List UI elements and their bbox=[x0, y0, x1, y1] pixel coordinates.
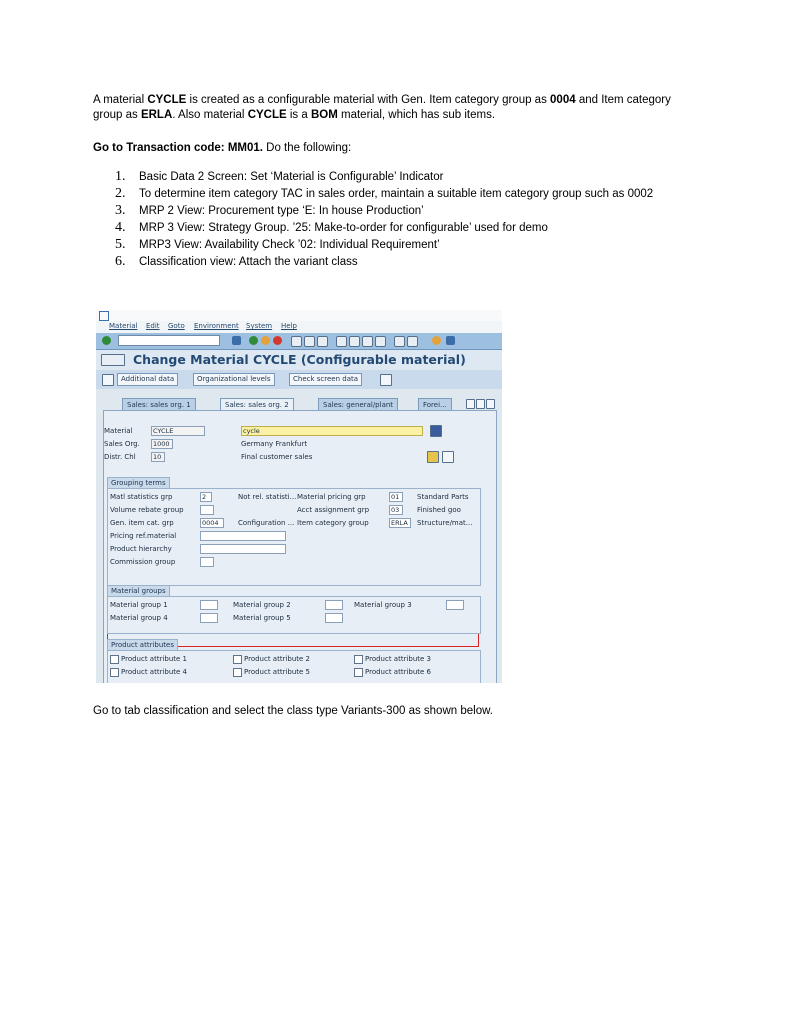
material-group-1-field[interactable] bbox=[200, 600, 218, 610]
back-icon[interactable] bbox=[249, 336, 258, 345]
tab-sales-org-2[interactable]: Sales: sales org. 2 bbox=[220, 398, 294, 411]
material-group-1-label: Material group 1 bbox=[110, 601, 168, 609]
material-label: Material bbox=[104, 427, 133, 435]
tab-foreign-trade[interactable]: Forei... bbox=[418, 398, 452, 411]
shortcut-icon[interactable] bbox=[407, 336, 418, 347]
find-next-icon[interactable] bbox=[317, 336, 328, 347]
commission-group-label: Commission group bbox=[110, 558, 176, 566]
tab-sales-org-1[interactable]: Sales: sales org. 1 bbox=[122, 398, 196, 411]
product-attribute-5-label: Product attribute 5 bbox=[244, 668, 311, 676]
cancel-icon[interactable] bbox=[273, 336, 282, 345]
menu-bar bbox=[96, 321, 502, 333]
prev-page-icon[interactable] bbox=[349, 336, 360, 347]
menu-help[interactable]: Help bbox=[281, 322, 297, 330]
check-screen-data-button[interactable]: Check screen data bbox=[289, 373, 362, 386]
product-attributes-title: Product attributes bbox=[107, 639, 178, 650]
organizational-levels-button[interactable]: Organizational levels bbox=[193, 373, 275, 386]
find-icon[interactable] bbox=[304, 336, 315, 347]
org-data-icon[interactable] bbox=[427, 451, 439, 463]
product-attribute-1-checkbox[interactable] bbox=[110, 655, 119, 664]
save-icon[interactable] bbox=[232, 336, 241, 345]
print-icon[interactable] bbox=[291, 336, 302, 347]
pricing-ref-material-field[interactable] bbox=[200, 531, 286, 541]
command-field[interactable] bbox=[118, 335, 220, 346]
commission-group-field[interactable] bbox=[200, 557, 214, 567]
sales-org-desc: Germany Frankfurt bbox=[241, 440, 308, 448]
material-description-field[interactable]: cycle bbox=[241, 426, 423, 436]
intro-paragraph: A material CYCLE is created as a configurable material with Gen. Item category group as 0004 and Item category group as ERLA. Also material CYCLE is a BOM material, which has sub items. bbox=[93, 94, 671, 121]
document-icon[interactable] bbox=[442, 451, 454, 463]
exit-icon[interactable] bbox=[261, 336, 270, 345]
help-icon[interactable] bbox=[432, 336, 441, 345]
additional-data-button[interactable]: Additional data bbox=[117, 373, 178, 386]
list-item: 5. MRP3 View: Availability Check ’02: Individual Requirement’ bbox=[115, 237, 440, 252]
item-category-group-field[interactable]: ERLA bbox=[389, 518, 411, 528]
material-group-3-label: Material group 3 bbox=[354, 601, 412, 609]
not-rel-statistics-label: Not rel. statisti... bbox=[238, 493, 297, 501]
material-field[interactable]: CYCLE bbox=[151, 426, 205, 436]
distr-chl-label: Distr. Chl bbox=[104, 453, 136, 461]
menu-environment[interactable]: Environment bbox=[194, 322, 239, 330]
material-group-2-label: Material group 2 bbox=[233, 601, 291, 609]
product-hierarchy-label: Product hierarchy bbox=[110, 545, 172, 553]
document-body bbox=[93, 93, 703, 272]
material-group-2-field[interactable] bbox=[325, 600, 343, 610]
tab-sales-general-plant[interactable]: Sales: general/plant bbox=[318, 398, 398, 411]
product-attribute-1-label: Product attribute 1 bbox=[121, 655, 188, 663]
material-pricing-label: Material pricing grp bbox=[297, 493, 366, 501]
pricing-ref-material-label: Pricing ref.material bbox=[110, 532, 177, 540]
menu-material[interactable]: Material bbox=[109, 322, 138, 330]
tab-panel bbox=[103, 410, 497, 683]
next-page-icon[interactable] bbox=[362, 336, 373, 347]
product-attribute-2-label: Product attribute 2 bbox=[244, 655, 311, 663]
tab-list-icon[interactable] bbox=[486, 399, 495, 409]
product-attribute-3-checkbox[interactable] bbox=[354, 655, 363, 664]
product-attribute-5-checkbox[interactable] bbox=[233, 668, 242, 677]
new-session-icon[interactable] bbox=[394, 336, 405, 347]
menu-goto[interactable]: Goto bbox=[168, 322, 185, 330]
product-attribute-3-label: Product attribute 3 bbox=[365, 655, 432, 663]
steps-list bbox=[93, 170, 703, 270]
item-category-group-desc: Structure/mat... bbox=[417, 519, 473, 527]
sap-screenshot bbox=[96, 310, 502, 683]
material-pricing-field[interactable]: 01 bbox=[389, 492, 403, 502]
acct-assignment-label: Acct assignment grp bbox=[297, 506, 370, 514]
material-group-4-label: Material group 4 bbox=[110, 614, 168, 622]
product-attribute-4-label: Product attribute 4 bbox=[121, 668, 188, 676]
product-hierarchy-field[interactable] bbox=[200, 544, 286, 554]
goto-paragraph: Go to Transaction code: MM01. Do the following: bbox=[93, 142, 352, 154]
enter-icon[interactable] bbox=[102, 336, 111, 345]
item-category-group-label: Item category group bbox=[297, 519, 369, 527]
product-attribute-6-checkbox[interactable] bbox=[354, 668, 363, 677]
distr-chl-desc: Final customer sales bbox=[241, 453, 313, 461]
acct-assignment-desc: Finished goo bbox=[417, 506, 461, 514]
other-material-icon[interactable] bbox=[102, 374, 114, 386]
page-title: Change Material CYCLE (Configurable material) bbox=[133, 352, 466, 367]
last-page-icon[interactable] bbox=[375, 336, 386, 347]
material-group-3-field[interactable] bbox=[446, 600, 464, 610]
print-icon[interactable] bbox=[380, 374, 392, 386]
menu-edit[interactable]: Edit bbox=[146, 322, 160, 330]
acct-assignment-field[interactable]: 03 bbox=[389, 505, 403, 515]
matl-statistics-field[interactable]: 2 bbox=[200, 492, 212, 502]
configuration-label: Configuration ... bbox=[238, 519, 295, 527]
material-group-4-field[interactable] bbox=[200, 613, 218, 623]
volume-rebate-label: Volume rebate group bbox=[110, 506, 184, 514]
product-attribute-2-checkbox[interactable] bbox=[233, 655, 242, 664]
info-icon[interactable] bbox=[430, 425, 442, 437]
sales-org-label: Sales Org. bbox=[104, 440, 140, 448]
gen-item-cat-label: Gen. item cat. grp bbox=[110, 519, 174, 527]
app-icon bbox=[99, 311, 109, 321]
grouping-terms-title: Grouping terms bbox=[107, 477, 170, 488]
product-attribute-6-label: Product attribute 6 bbox=[365, 668, 432, 676]
material-group-5-label: Material group 5 bbox=[233, 614, 291, 622]
matl-statistics-label: Matl statistics grp bbox=[110, 493, 173, 501]
volume-rebate-field[interactable] bbox=[200, 505, 214, 515]
list-item: 4. MRP 3 View: Strategy Group. ’25: Make-to-order for configurable’ used for demo bbox=[115, 220, 548, 235]
distr-chl-field: 10 bbox=[151, 452, 165, 462]
after-paragraph: Go to tab classification and select the class type Variants-300 as shown below. bbox=[93, 705, 493, 717]
tab-scroll-right-icon[interactable] bbox=[476, 399, 485, 409]
list-item: 3. MRP 2 View: Procurement type ‘E: In house Production’ bbox=[115, 203, 424, 218]
tab-scroll-left-icon[interactable] bbox=[466, 399, 475, 409]
gen-item-cat-field[interactable]: 0004 bbox=[200, 518, 224, 528]
display-change-icon[interactable] bbox=[101, 354, 125, 366]
layout-icon[interactable] bbox=[446, 336, 455, 345]
sales-org-field: 1000 bbox=[151, 439, 173, 449]
menu-system[interactable]: System bbox=[246, 322, 273, 330]
material-group-5-field[interactable] bbox=[325, 613, 343, 623]
material-pricing-desc: Standard Parts bbox=[417, 493, 469, 501]
list-item: 6. Classification view: Attach the variant class bbox=[115, 254, 358, 269]
list-item: 1. Basic Data 2 Screen: Set ‘Material is Configurable’ Indicator bbox=[115, 169, 444, 184]
first-page-icon[interactable] bbox=[336, 336, 347, 347]
product-attribute-4-checkbox[interactable] bbox=[110, 668, 119, 677]
material-groups-title: Material groups bbox=[107, 585, 170, 596]
list-item: 2. To determine item category TAC in sales order, maintain a suitable item category group such as 0002 bbox=[115, 186, 654, 201]
